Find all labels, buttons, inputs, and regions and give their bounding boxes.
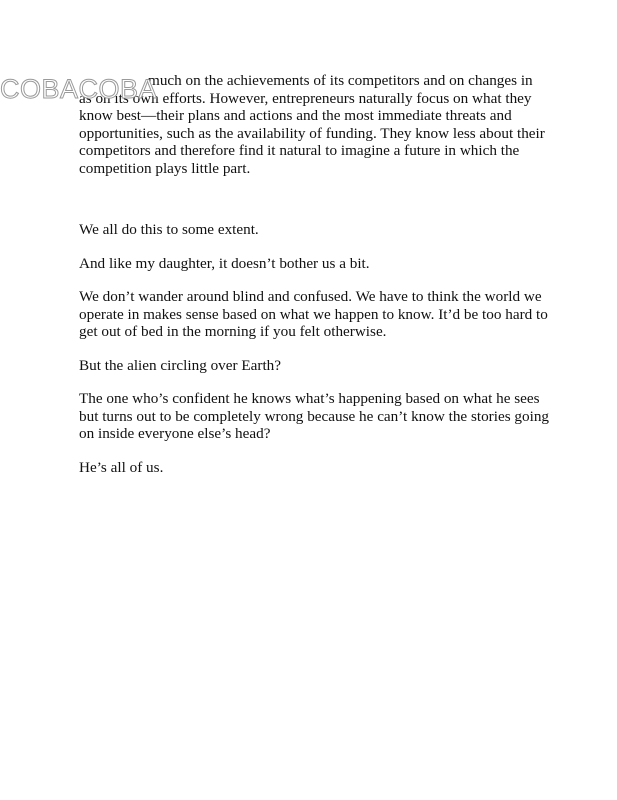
- paragraph-1: much on the achievements of its competitors and on changes in as on its own efforts. However, entrepreneurs naturally focus on what they know best—their plans and actions and the most immediate threats and opportunities, such as the availability of funding. They know less about their competitors and therefore find it natural to imagine a future in which the competition plays little part.: [79, 72, 545, 177]
- watermark-logo: COBACOBA: [0, 74, 158, 104]
- document-page: [79, 72, 549, 476]
- paragraph-5: But the alien circling over Earth?: [79, 356, 281, 374]
- paragraph-2: We all do this to some extent.: [79, 221, 259, 238]
- paragraph-7: He’s all of us.: [79, 458, 164, 476]
- paragraph-3: And like my daughter, it doesn’t bother us a bit.: [79, 254, 370, 272]
- paragraph-6: The one who’s confident he knows what’s happening based on what he sees but turns out to be completely wrong because he can’t know the stories going on inside everyone else’s head?: [79, 390, 550, 442]
- paragraph-4: We don’t wander around blind and confused. We have to think the world we operate in makes sense based on what we happen to know. It’d be too hard to get out of bed in the morning if you felt otherwise.: [79, 288, 548, 340]
